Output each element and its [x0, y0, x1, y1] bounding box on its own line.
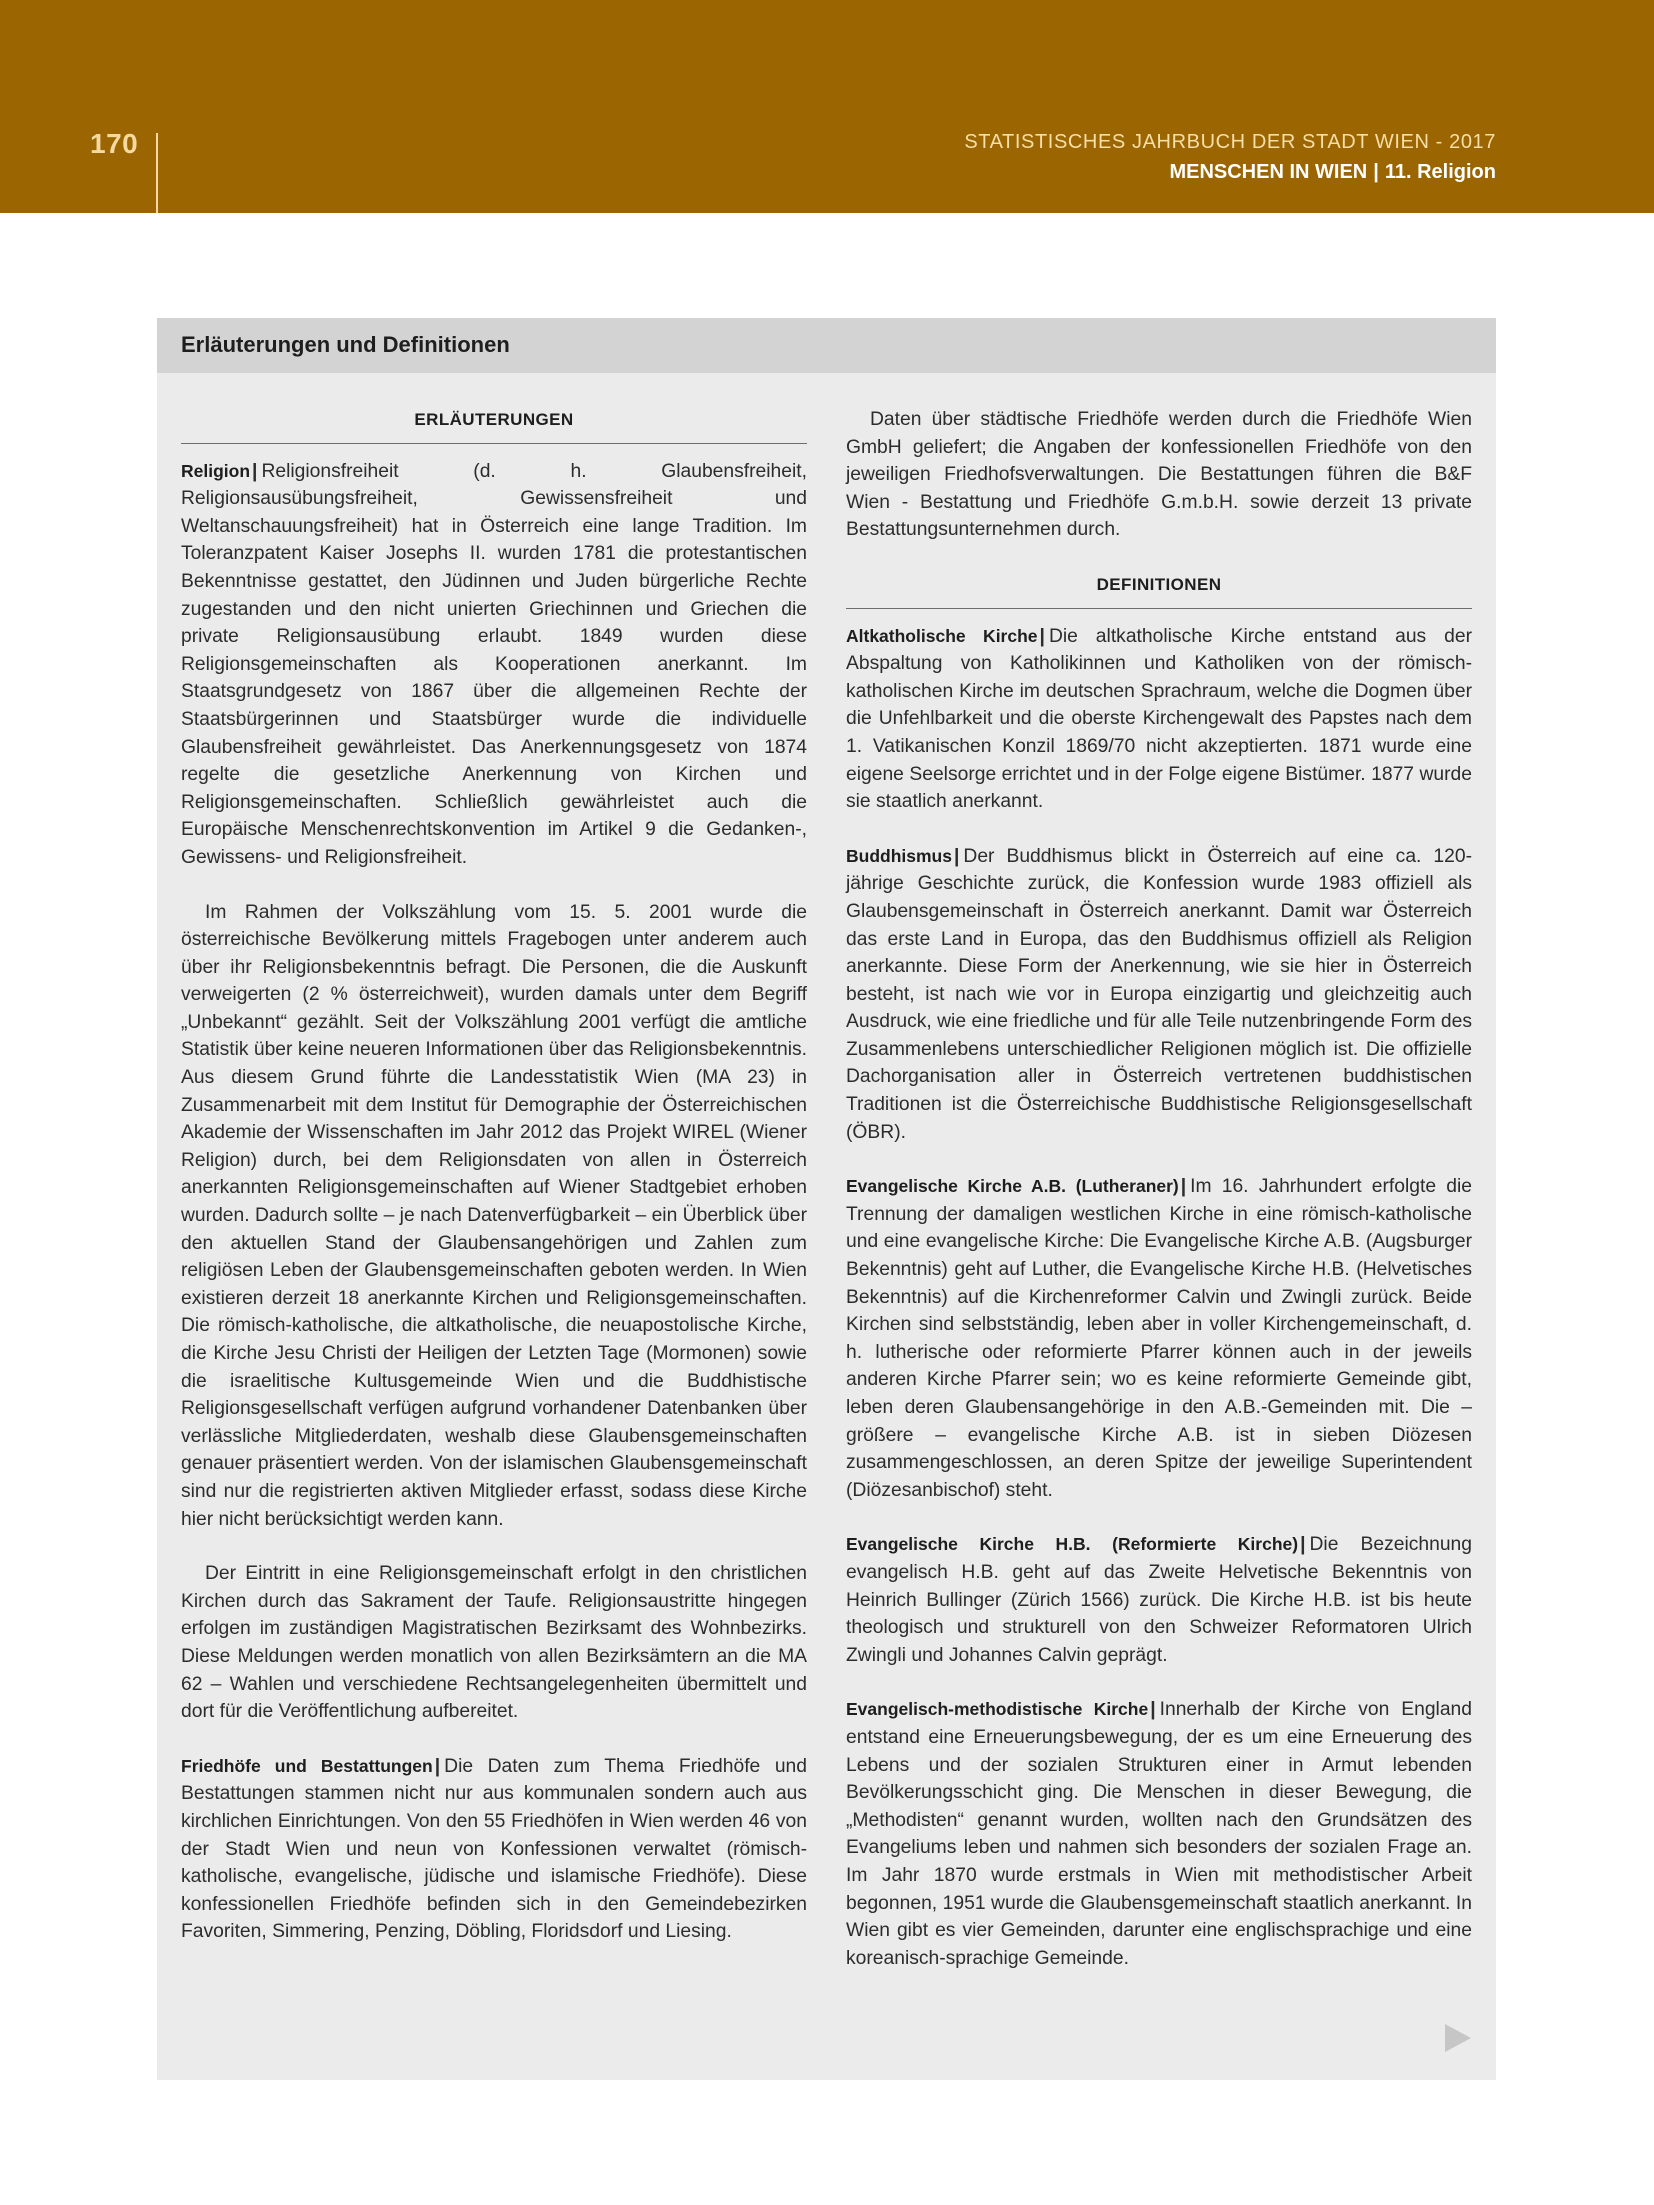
term-evangelisch-ab: Evangelische Kirche A.B. (Lutheraner)	[846, 1176, 1179, 1197]
header-band	[0, 0, 1654, 213]
term-separator: |	[252, 460, 258, 482]
text-evangelisch-hb: Die Bezeichnung evangelisch H.B. geht auf das Zweite Helvetische Bekenntnis von Heinrich Bullinger (Zürich 1566) zurück. Die Kirche H.B. ist bis heute theologisch und strukturell von den Schweizer Reformatoren Ulrich Zwingli und Johannes Calvin geprägt.	[846, 1534, 1472, 1666]
section-breadcrumb	[1169, 161, 1496, 184]
text-evangelisch-ab: Im 16. Jahrhundert erfolgte die Trennung der damaligen westlichen Kirche in eine römisch-katholische und eine evangelische Kirche: Die Evangelische Kirche A.B. (Augsburger Bekenntnis) geht auf Luther, die Evangelische Kirche H.B. (Helvetisches Bekenntnis) auf die Kirchenreformer Calvin und Zwingli zurück. Beide Kirchen sind selbstständig, leben aber in voller Kirchengemeinschaft, d. h. lutherische oder reformierte Pfarrer können auch in der jeweils anderen Kirche Pfarrer sein; wo es keine reformierte Gemeinde gibt, leben deren Glaubensangehörige in den A.B.-Gemeinden mit. Die – größere – evangelische Kirche A.B. ist in sieben Diözesen zusammengeschlossen, an deren Spitze der jeweilige Superintendent (Diözesanbischof) steht.	[846, 1176, 1472, 1501]
term-buddhismus: Buddhismus	[846, 845, 952, 866]
section-label: MENSCHEN IN WIEN	[1169, 161, 1368, 183]
page-number: 170	[90, 128, 139, 159]
content-panel	[157, 318, 1496, 2080]
chapter-label: 11. Religion	[1384, 161, 1496, 183]
definition-evangelisch-ab	[846, 1173, 1472, 1504]
term-religion: Religion	[181, 460, 251, 481]
section-heading-definitionen: DEFINITIONEN	[846, 571, 1472, 609]
paragraph-census: Im Rahmen der Volkszählung vom 15. 5. 2001 wurde die österreichische Bevölkerung mittels Fragebogen unter anderem auch über ihr Religionsbekenntnis befragt. Die Personen, die die Auskunft verweigerten (2 % österreichweit), wurden damals unter dem Begriff „Unbekannt“ gezählt. Seit der Volkszählung 2001 verfügt die amtliche Statistik über keine neueren Informationen über das Religionsbekenntnis. Aus diesem Grund führte die Landesstatistik Wien (MA 23) in Zusammenarbeit mit dem Institut für Demographie der Österreichischen Akademie der Wissenschaften im Jahr 2012 das Projekt WIREL (Wiener Religion) durch, bei dem Religionsdaten von allen in Österreich anerkannten Religionsgemeinschaften auf Wiener Stadtgebiet erhoben wurden. Dadurch sollte – je nach Datenverfügbarkeit – ein Überblick über den aktuellen Stand der Glaubensangehörigen und Zahlen zum religiösen Leben der Glaubensgemeinschaften geboten werden. In Wien existieren derzeit 18 anerkannte Kirchen und Religionsgemeinschaften. Die römisch-katholische, die altkatholische, die neuapostolische Kirche, die Kirche Jesu Christi der Heiligen der Letzten Tage (Mormonen) sowie die israelitische Kultusgemeinde Wien und die Buddhistische Religionsgesellschaft verfügen aufgrund vorhandener Datenbanken über verlässliche Mitgliederdaten, weshalb diese Glaubensgemeinschaften genauer präsentiert werden. Von der islamischen Glaubensgemeinschaft sind nur die registrierten aktiven Mitglieder erfasst, sodass diese Kirche hier nicht berücksichtigt werden kann.	[181, 901, 807, 1530]
term-separator: |	[1150, 1699, 1156, 1721]
text-religion: Religionsfreiheit (d. h. Glaubensfreiheit, Religionsausübungsfreiheit, Gewissensfreiheit und Weltanschauungsfreiheit) hat in Österreich eine lange Tradition. Im Toleranzpatent Kaiser Josephs II. wurden 1781 die protestantischen Bekenntnisse gestattet, den Jüdinnen und Juden bürgerliche Rechte zugestanden und den nicht unierten Griechinnen und Griechen die private Religionsausübung erlaubt. 1849 wurden diese Religionsgemeinschaften als Kooperationen anerkannt. Im Staatsgrundgesetz von 1867 über die allgemeinen Rechte der Staatsbürgerinnen und Staatsbürger wurde die individuelle Glaubensfreiheit gewährleistet. Das Anerkennungsgesetz von 1874 regelte die gesetzliche Anerkennung von Kirchen und Religionsgemeinschaften. Schließlich gewährleistet auch die Europäische Menschenrechtskonvention im Artikel 9 die Gedanken-, Gewissens- und Religionsfreiheit.	[181, 460, 807, 868]
breadcrumb-separator: |	[1373, 161, 1379, 183]
term-altkatholisch: Altkatholische Kirche	[846, 625, 1038, 646]
term-separator: |	[1039, 625, 1045, 647]
header-divider	[156, 133, 158, 213]
next-page-arrow-icon[interactable]	[1445, 2024, 1471, 2052]
left-column	[181, 406, 807, 1973]
definition-altkatholisch	[846, 623, 1472, 816]
term-separator: |	[1180, 1176, 1187, 1198]
definition-buddhismus	[846, 843, 1472, 1147]
paragraph-cemeteries-continued: Daten über städtische Friedhöfe werden durch die Friedhöfe Wien GmbH geliefert; die Angaben der konfessionellen Friedhöfe von den jeweiligen Friedhofsverwaltungen. Die Bestattungen führen die B&F Wien - Bestattung und Friedhöfe G.m.b.H. sowie derzeit 13 private Bestattungsunternehmen durch.	[846, 409, 1472, 541]
term-methodistisch: Evangelisch-methodistische Kirche	[846, 1699, 1149, 1720]
paragraph-entry: Der Eintritt in eine Religionsgemeinschaft erfolgt in den christlichen Kirchen durch das Sakrament der Taufe. Religionsaustritte hingegen erfolgen im zuständigen Magistratischen Bezirksamt des Wohnbezirks. Diese Meldungen werden monatlich von allen Bezirksämtern an die MA 62 – Wahlen und verschiedene Rechtsangelegenheiten übermittelt und dort für die Veröffentlichung aufbereitet.	[181, 1563, 807, 1723]
definition-evangelisch-hb	[846, 1531, 1472, 1669]
paragraph-religion	[181, 458, 807, 872]
right-column	[846, 406, 1472, 1999]
term-separator: |	[1300, 1534, 1306, 1556]
panel-title: Erläuterungen und Definitionen	[181, 332, 510, 357]
text-cemeteries: Die Daten zum Thema Friedhöfe und Bestattungen stammen nicht nur aus kommunalen sondern auch aus kirchlichen Einrichtungen. Von den 55 Friedhöfen in Wien werden 46 von der Stadt Wien und neun von Konfessionen verwaltet (römisch-katholische, evangelische, jüdische und islamische Friedhöfe). Diese konfessionellen Friedhöfe befinden sich in den Gemeindebezirken Favoriten, Simmering, Penzing, Döbling, Floridsdorf und Liesing.	[181, 1755, 808, 1943]
term-evangelisch-hb: Evangelische Kirche H.B. (Reformierte Kirche)	[846, 1534, 1299, 1555]
term-separator: |	[434, 1755, 441, 1777]
section-heading-erlaeuterungen: ERLÄUTERUNGEN	[181, 406, 807, 444]
definition-methodistisch	[846, 1696, 1472, 1972]
panel-header	[157, 318, 1496, 373]
text-methodistisch: Innerhalb der Kirche von England entstand eine Erneuerungsbewegung, der es um eine Erneuerung des Lebens und der sozialen Strukturen einer in Armut lebenden Bevölkerungsschicht ging. Die Menschen in dieser Bewegung, die „Methodisten“ genannt wurden, wollten nach den Grundsätzen des Evangeliums leben und nahmen sich besonders der sozialen Frage an. Im Jahr 1870 wurde erstmals in Wien mit methodistischer Arbeit begonnen, 1951 wurde die Glaubensgemeinschaft staatlich anerkannt. In Wien gibt es vier Gemeinden, darunter eine englischsprachige und eine koreanisch-sprachige Gemeinde.	[846, 1699, 1472, 1969]
term-separator: |	[953, 845, 960, 867]
term-cemeteries: Friedhöfe und Bestattungen	[181, 1755, 433, 1776]
publication-title: STATISTISCHES JAHRBUCH DER STADT WIEN - 2017	[964, 131, 1496, 153]
text-buddhismus: Der Buddhismus blickt in Österreich auf eine ca. 120-jährige Geschichte zurück, die Konfession wurde 1983 offiziell als Glaubensgemeinschaft in Österreich anerkannt. Damit war Österreich das erste Land in Europa, das den Buddhismus offiziell als Religion anerkannte. Diese Form der Anerkennung, wie sie hier in Österreich besteht, ist nach wie vor in Europa einzigartig und gleichzeitig auch Ausdruck, wie eine friedliche und für alle Teile nutzenbringende Form des Zusammenlebens unterschiedlicher Religionen möglich ist. Die offizielle Dachorganisation aller in Österreich vertretenen buddhistischen Traditionen ist die Österreichische Buddhistische Religionsgesellschaft (ÖBR).	[846, 845, 1472, 1143]
paragraph-cemeteries	[181, 1753, 807, 1946]
text-altkatholisch: Die altkatholische Kirche entstand aus der Abspaltung von Katholikinnen und Katholiken von der römisch-katholischen Kirche im deutschen Sprachraum, welche die Dogmen über die Unfehlbarkeit und die oberste Kirchengewalt des Papstes nach dem 1. Vatikanischen Konzil 1869/70 nicht akzeptierten. 1871 wurde eine eigene Seelsorge errichtet und in der Folge eigene Bistümer. 1877 wurde sie staatlich anerkannt.	[846, 625, 1472, 813]
